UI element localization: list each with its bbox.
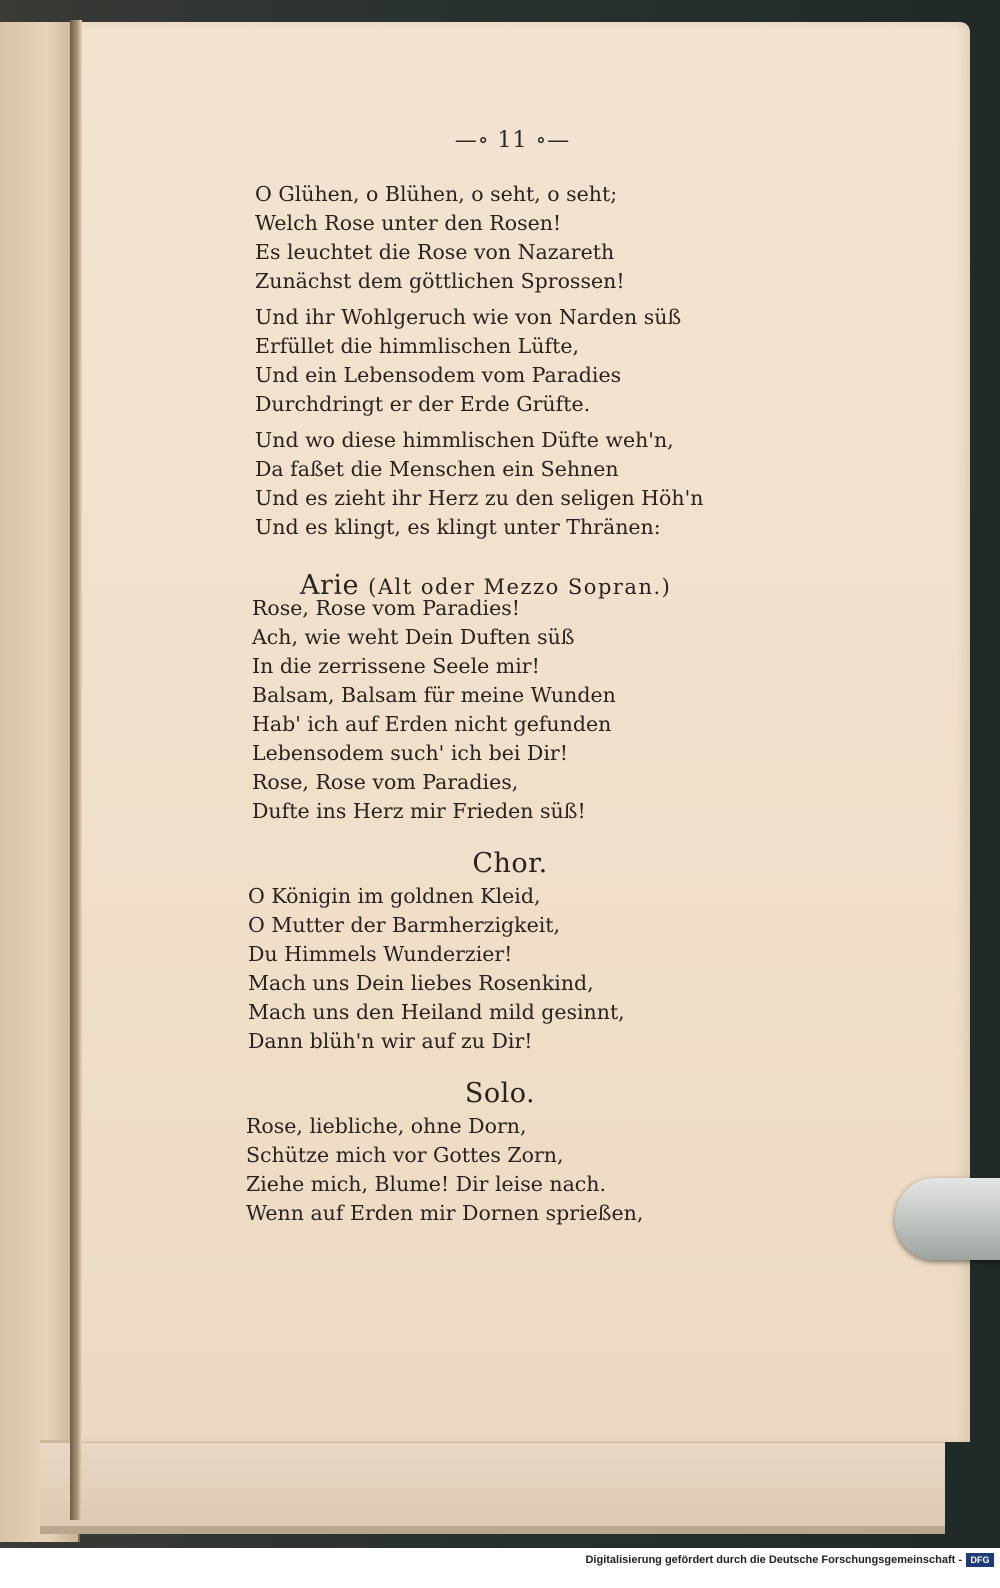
book-gutter <box>70 20 82 1520</box>
page-stack-edge <box>40 1440 945 1533</box>
verse-line: Wenn auf Erden mir Dornen sprießen, <box>246 1201 644 1225</box>
verse-line: Du Himmels Wunderzier! <box>248 942 513 966</box>
verse-line: Schütze mich vor Gottes Zorn, <box>246 1143 564 1167</box>
verse-line: O Glühen, o Blühen, o seht, o seht; <box>255 182 618 206</box>
verse-line: Rose, Rose vom Paradies! <box>252 596 520 620</box>
page-clip-icon <box>895 1178 1000 1260</box>
verse-line: Und wo diese himmlischen Düfte weh'n, <box>255 428 674 452</box>
verse-line: Und ein Lebensodem vom Paradies <box>255 363 622 387</box>
verse-line: Und es klingt, es klingt unter Thränen: <box>255 515 661 539</box>
verse-line: O Mutter der Barmherzigkeit, <box>248 913 561 937</box>
stanza-3 <box>255 426 703 542</box>
verse-line: Und ihr Wohlgeruch wie von Narden süß <box>255 305 682 329</box>
intro-stanzas <box>255 180 703 549</box>
solo-lines <box>246 1112 643 1228</box>
verse-line: O Königin im goldnen Kleid, <box>248 884 541 908</box>
verse-line: Da faßet die Menschen ein Sehnen <box>255 457 619 481</box>
verse-line: Erfüllet die himmlischen Lüfte, <box>255 334 579 358</box>
verse-line: Lebensodem such' ich bei Dir! <box>252 741 568 765</box>
verse-line: Balsam, Balsam für meine Wunden <box>252 683 616 707</box>
verse-line: Zunächst dem göttlichen Sprossen! <box>255 269 625 293</box>
page-number: —∘ 11 ∘— <box>454 128 571 153</box>
funding-notice: Digitalisierung gefördert durch die Deutsche Forschungsgemeinschaft - <box>585 1554 962 1566</box>
verse-line: Rose, Rose vom Paradies, <box>252 770 519 794</box>
footer-bar <box>0 1548 1000 1588</box>
dfg-logo: DFG <box>966 1553 994 1567</box>
arie-title: Arie <box>300 570 360 601</box>
chor-heading: Chor. <box>472 848 548 879</box>
verse-line: Rose, liebliche, ohne Dorn, <box>246 1114 527 1138</box>
stanza-2 <box>255 303 703 419</box>
arie-voice: (Alt oder Mezzo Sopran.) <box>368 575 672 599</box>
verse-line: Dann blüh'n wir auf zu Dir! <box>248 1029 533 1053</box>
verse-line: Mach uns Dein liebes Rosenkind, <box>248 971 594 995</box>
arie-lines <box>252 594 616 826</box>
solo-heading: Solo. <box>464 1078 536 1109</box>
verse-line: Und es zieht ihr Herz zu den seligen Höh'n <box>255 486 704 510</box>
verse-line: Dufte ins Herz mir Frieden süß! <box>252 799 586 823</box>
verse-line: Ach, wie weht Dein Duften süß <box>252 625 575 649</box>
verse-line: Mach uns den Heiland mild gesinnt, <box>248 1000 625 1024</box>
chor-lines <box>248 882 625 1056</box>
verse-line: In die zerrissene Seele mir! <box>252 654 540 678</box>
left-page-edge <box>0 22 80 1542</box>
verse-line: Welch Rose unter den Rosen! <box>255 211 562 235</box>
verse-line: Es leuchtet die Rose von Nazareth <box>255 240 615 264</box>
page-stack-shadow <box>40 1526 945 1534</box>
stanza-1 <box>255 180 703 296</box>
verse-line: Durchdringt er der Erde Grüfte. <box>255 392 591 416</box>
verse-line: Ziehe mich, Blume! Dir leise nach. <box>246 1172 606 1196</box>
verse-line: Hab' ich auf Erden nicht gefunden <box>252 712 612 736</box>
